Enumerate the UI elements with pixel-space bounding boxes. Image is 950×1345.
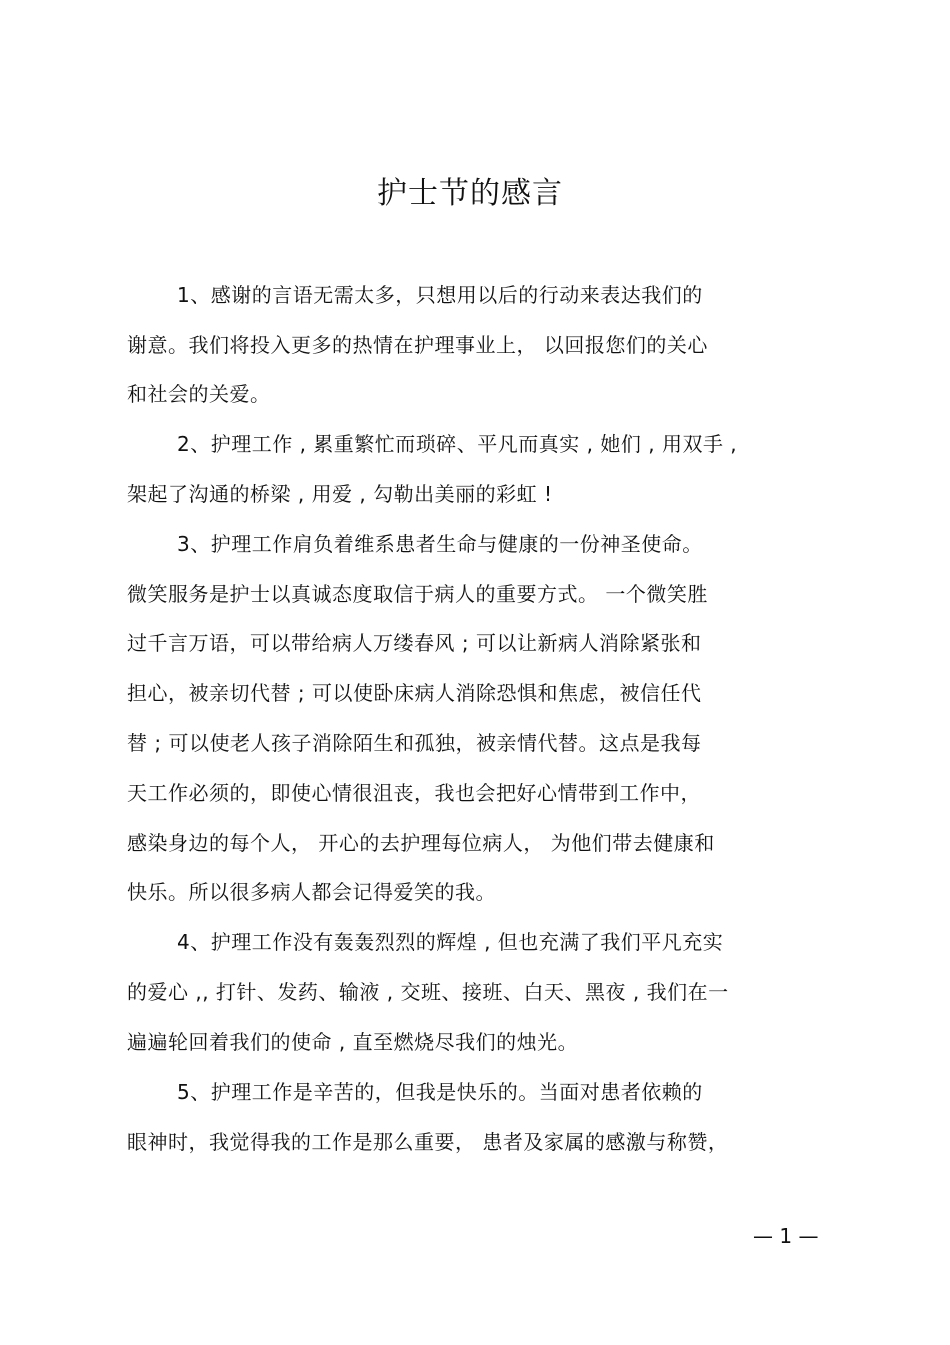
text-line: 1、感谢的言语无需太多，只想用以后的行动来表达我们的 (177, 283, 703, 307)
text-line: 担心，被亲切代替 ; 可以使卧床病人消除恐惧和焦虑，被信任代 (127, 681, 702, 705)
document-title: 护士节的感言 (377, 176, 563, 211)
text-line: 和社会的关爱。 (127, 382, 271, 406)
text-line: 替 ; 可以使老人孩子消除陌生和孤独，被亲情代替。这点是我每 (127, 731, 702, 755)
text-line: 架起了沟通的桥梁 , 用爱 , 勾勒出美丽的彩虹 ! (127, 482, 553, 506)
text-line: 眼神时，我觉得我的工作是那么重要， 患者及家属的感激与称赞， (127, 1130, 729, 1154)
text-line: 4、护理工作没有轰轰烈烈的辉煌 , 但也充满了我们平凡充实 (177, 930, 724, 954)
text-line: 微笑服务是护士以真诚态度取信于病人的重要方式。 一个微笑胜 (127, 582, 708, 606)
text-line: 5、护理工作是辛苦的，但我是快乐的。当面对患者依赖的 (177, 1080, 703, 1104)
text-line: 遍遍轮回着我们的使命 , 直至燃烧尽我们的烛光。 (127, 1030, 579, 1054)
text-line: 谢意。我们将投入更多的热情在护理事业上， 以回报您们的关心 (127, 333, 708, 357)
text-line: 2、护理工作 , 累重繁忙而琐碎、平凡而真实 , 她们 , 用双手 , (177, 432, 738, 456)
text-line: 快乐。所以很多病人都会记得爱笑的我。 (127, 880, 496, 904)
text-line: 3、护理工作肩负着维系患者生命与健康的一份神圣使命。 (177, 532, 703, 556)
text-line: 的爱心 ,, 打针、发药、输液 , 交班、接班、白天、黑夜 , 我们在一 (127, 980, 729, 1004)
text-line: 感染身边的每个人， 开心的去护理每位病人， 为他们带去健康和 (127, 831, 715, 855)
page-number: — 1 — (753, 1224, 819, 1248)
text-line: 过千言万语，可以带给病人万缕春风 ; 可以让新病人消除紧张和 (127, 631, 702, 655)
text-line: 天工作必须的，即使心情很沮丧，我也会把好心情带到工作中， (127, 781, 701, 805)
